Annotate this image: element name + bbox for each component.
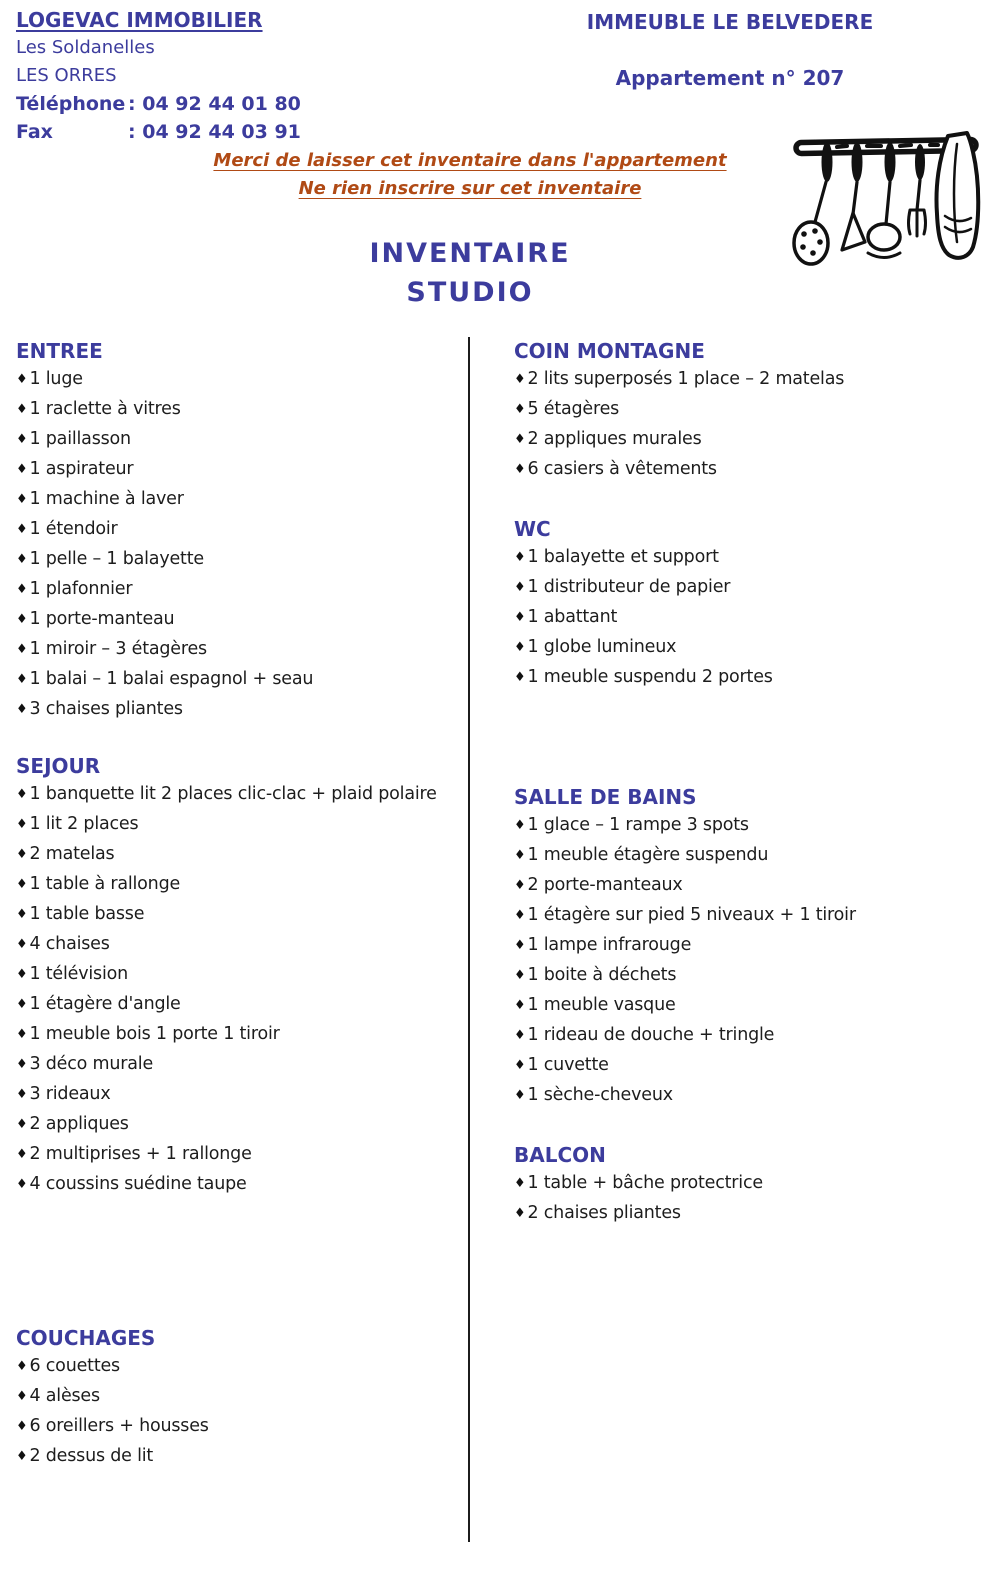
inventory-item xyxy=(16,840,464,870)
diamond-bullet-icon: ♦ xyxy=(514,550,526,565)
item-text: 1 télévision xyxy=(29,964,129,984)
diamond-bullet-icon: ♦ xyxy=(514,372,526,387)
diamond-bullet-icon: ♦ xyxy=(16,402,28,417)
section-couchages xyxy=(16,1324,464,1472)
item-text: 2 appliques murales xyxy=(527,429,702,449)
diamond-bullet-icon: ♦ xyxy=(16,1419,28,1434)
item-text: 1 balai – 1 balai espagnol + seau xyxy=(29,669,314,689)
diamond-bullet-icon: ♦ xyxy=(16,1359,28,1374)
item-list xyxy=(514,365,990,485)
inventory-item xyxy=(16,930,464,960)
inventory-item xyxy=(16,780,464,810)
fax-number: 04 92 44 03 91 xyxy=(142,121,301,143)
apartment-number: Appartement n° 207 xyxy=(615,66,845,90)
item-text: 1 étagère d'angle xyxy=(29,994,181,1014)
inventory-item xyxy=(16,695,464,725)
item-list xyxy=(16,780,464,1200)
diamond-bullet-icon: ♦ xyxy=(16,462,28,477)
inventory-item xyxy=(514,455,990,485)
item-text: 1 table + bâche protectrice xyxy=(527,1173,763,1193)
item-text: 1 table basse xyxy=(29,904,145,924)
diamond-bullet-icon: ♦ xyxy=(16,1117,28,1132)
diamond-bullet-icon: ♦ xyxy=(16,672,28,687)
section-title-sejour: SEJOUR xyxy=(16,754,101,778)
inventory-item xyxy=(514,871,990,901)
item-text: 1 rideau de douche + tringle xyxy=(527,1025,775,1045)
inventory-item xyxy=(514,901,990,931)
diamond-bullet-icon: ♦ xyxy=(16,522,28,537)
residence-name: Les Soldanelles xyxy=(16,37,155,58)
inventory-item xyxy=(16,665,464,695)
inventory-item xyxy=(514,573,990,603)
item-text: 2 multiprises + 1 rallonge xyxy=(29,1144,252,1164)
section-sejour xyxy=(16,752,464,1200)
item-text: 2 appliques xyxy=(29,1114,129,1134)
item-text: 6 oreillers + housses xyxy=(29,1416,209,1436)
diamond-bullet-icon: ♦ xyxy=(16,1449,28,1464)
item-text: 1 table à rallonge xyxy=(29,874,181,894)
diamond-bullet-icon: ♦ xyxy=(514,462,526,477)
inventory-item xyxy=(16,455,464,485)
inventory-item xyxy=(514,1051,990,1081)
inventory-item xyxy=(16,1442,464,1472)
inventory-item xyxy=(514,1199,990,1229)
diamond-bullet-icon: ♦ xyxy=(514,402,526,417)
diamond-bullet-icon: ♦ xyxy=(514,610,526,625)
diamond-bullet-icon: ♦ xyxy=(16,492,28,507)
item-text: 3 rideaux xyxy=(29,1084,111,1104)
fax-label: Fax xyxy=(16,121,53,143)
title-line-1: INVENTAIRE xyxy=(369,238,571,269)
item-text: 1 abattant xyxy=(527,607,618,627)
inventory-item xyxy=(16,635,464,665)
inventory-item xyxy=(16,960,464,990)
building-name: IMMEUBLE LE BELVEDERE xyxy=(586,10,874,34)
diamond-bullet-icon: ♦ xyxy=(16,1057,28,1072)
diamond-bullet-icon: ♦ xyxy=(16,937,28,952)
left-column xyxy=(16,337,464,1472)
inventory-item xyxy=(514,663,990,693)
item-text: 1 lampe infrarouge xyxy=(527,935,692,955)
item-text: 4 chaises xyxy=(29,934,110,954)
diamond-bullet-icon: ♦ xyxy=(514,640,526,655)
item-text: 1 balayette et support xyxy=(527,547,719,567)
diamond-bullet-icon: ♦ xyxy=(514,1058,526,1073)
section-entree xyxy=(16,337,464,725)
item-text: 1 miroir – 3 étagères xyxy=(29,639,207,659)
inventory-item xyxy=(16,395,464,425)
inventory-item xyxy=(16,545,464,575)
inventory-item xyxy=(514,1169,990,1199)
diamond-bullet-icon: ♦ xyxy=(514,1088,526,1103)
fax-line xyxy=(16,118,301,146)
item-text: 1 distributeur de papier xyxy=(527,577,731,597)
section-title-entree: ENTREE xyxy=(16,339,103,363)
notice-line-2: Ne rien inscrire sur cet inventaire xyxy=(298,178,642,199)
inventory-item xyxy=(16,990,464,1020)
item-list xyxy=(16,1352,464,1472)
item-text: 1 lit 2 places xyxy=(29,814,139,834)
item-text: 1 meuble suspendu 2 portes xyxy=(527,667,773,687)
diamond-bullet-icon: ♦ xyxy=(16,1177,28,1192)
inventory-item xyxy=(16,1352,464,1382)
inventory-item xyxy=(16,810,464,840)
inventory-item xyxy=(514,811,990,841)
inventory-item xyxy=(16,1110,464,1140)
inventory-item xyxy=(16,1080,464,1110)
diamond-bullet-icon: ♦ xyxy=(16,702,28,717)
column-divider xyxy=(468,337,470,1542)
inventory-item xyxy=(514,931,990,961)
inventory-item xyxy=(514,961,990,991)
diamond-bullet-icon: ♦ xyxy=(16,1147,28,1162)
phone-label: Téléphone xyxy=(16,93,126,115)
diamond-bullet-icon: ♦ xyxy=(514,432,526,447)
diamond-bullet-icon: ♦ xyxy=(514,818,526,833)
item-text: 1 porte-manteau xyxy=(29,609,175,629)
item-text: 4 alèses xyxy=(29,1386,100,1406)
section-title-wc: WC xyxy=(514,517,551,541)
diamond-bullet-icon: ♦ xyxy=(514,670,526,685)
item-text: 2 matelas xyxy=(29,844,115,864)
item-text: 1 globe lumineux xyxy=(527,637,677,657)
item-text: 1 glace – 1 rampe 3 spots xyxy=(527,815,749,835)
section-wc xyxy=(514,515,990,693)
section-title-couchages: COUCHAGES xyxy=(16,1326,156,1350)
item-text: 2 chaises pliantes xyxy=(527,1203,681,1223)
item-list xyxy=(514,811,990,1111)
section-title-balcon: BALCON xyxy=(514,1143,606,1167)
diamond-bullet-icon: ♦ xyxy=(514,878,526,893)
item-text: 1 raclette à vitres xyxy=(29,399,181,419)
inventory-item xyxy=(514,543,990,573)
inventory-item xyxy=(16,1020,464,1050)
section-title-coin-montagne: COIN MONTAGNE xyxy=(514,339,705,363)
diamond-bullet-icon: ♦ xyxy=(16,967,28,982)
diamond-bullet-icon: ♦ xyxy=(514,848,526,863)
item-text: 1 plafonnier xyxy=(29,579,133,599)
diamond-bullet-icon: ♦ xyxy=(16,372,28,387)
diamond-bullet-icon: ♦ xyxy=(16,1087,28,1102)
item-text: 4 coussins suédine taupe xyxy=(29,1174,247,1194)
inventory-item xyxy=(514,365,990,395)
item-text: 1 cuvette xyxy=(527,1055,609,1075)
document-title xyxy=(0,234,940,312)
diamond-bullet-icon: ♦ xyxy=(514,938,526,953)
inventory-item xyxy=(514,991,990,1021)
section-title-salle-de-bains: SALLE DE BAINS xyxy=(514,785,697,809)
diamond-bullet-icon: ♦ xyxy=(514,1206,526,1221)
inventory-item xyxy=(16,425,464,455)
item-text: 6 couettes xyxy=(29,1356,120,1376)
inventory-item xyxy=(514,1021,990,1051)
diamond-bullet-icon: ♦ xyxy=(514,998,526,1013)
inventory-item xyxy=(16,1050,464,1080)
item-text: 1 sèche-cheveux xyxy=(527,1085,673,1105)
diamond-bullet-icon: ♦ xyxy=(16,787,28,802)
notice-line-1: Merci de laisser cet inventaire dans l'appartement xyxy=(213,150,727,171)
agency-name: LOGEVAC IMMOBILIER xyxy=(16,8,263,32)
city-name: LES ORRES xyxy=(16,65,117,86)
inventory-item xyxy=(16,900,464,930)
item-text: 3 chaises pliantes xyxy=(29,699,183,719)
inventory-item xyxy=(16,1382,464,1412)
inventory-item xyxy=(16,1170,464,1200)
inventory-item xyxy=(16,575,464,605)
diamond-bullet-icon: ♦ xyxy=(514,968,526,983)
inventory-item xyxy=(514,841,990,871)
phone-number: 04 92 44 01 80 xyxy=(142,93,301,115)
inventory-item xyxy=(16,870,464,900)
phone-sep: : xyxy=(128,93,136,115)
item-text: 3 déco murale xyxy=(29,1054,154,1074)
inventory-item xyxy=(514,425,990,455)
inventory-item xyxy=(16,1140,464,1170)
diamond-bullet-icon: ♦ xyxy=(16,642,28,657)
diamond-bullet-icon: ♦ xyxy=(16,1027,28,1042)
item-text: 1 meuble étagère suspendu xyxy=(527,845,769,865)
diamond-bullet-icon: ♦ xyxy=(16,997,28,1012)
item-text: 5 étagères xyxy=(527,399,620,419)
inventory-item xyxy=(16,515,464,545)
item-text: 1 meuble vasque xyxy=(527,995,676,1015)
diamond-bullet-icon: ♦ xyxy=(514,580,526,595)
inventory-item xyxy=(16,485,464,515)
item-text: 2 porte-manteaux xyxy=(527,875,683,895)
item-text: 1 paillasson xyxy=(29,429,131,449)
fax-sep: : xyxy=(128,121,136,143)
phone-line xyxy=(16,90,301,118)
section-balcon xyxy=(514,1141,990,1229)
item-list xyxy=(514,543,990,693)
item-list xyxy=(514,1169,990,1229)
inventory-item xyxy=(514,395,990,425)
diamond-bullet-icon: ♦ xyxy=(514,1176,526,1191)
item-text: 1 étendoir xyxy=(29,519,118,539)
diamond-bullet-icon: ♦ xyxy=(16,817,28,832)
diamond-bullet-icon: ♦ xyxy=(16,847,28,862)
inventory-item xyxy=(514,603,990,633)
diamond-bullet-icon: ♦ xyxy=(16,432,28,447)
inventory-item xyxy=(514,1081,990,1111)
diamond-bullet-icon: ♦ xyxy=(16,1389,28,1404)
item-list xyxy=(16,365,464,725)
section-coin-montagne xyxy=(514,337,990,485)
item-text: 1 étagère sur pied 5 niveaux + 1 tiroir xyxy=(527,905,856,925)
inventory-item xyxy=(514,633,990,663)
item-text: 2 lits superposés 1 place – 2 matelas xyxy=(527,369,845,389)
item-text: 6 casiers à vêtements xyxy=(527,459,717,479)
agency-header xyxy=(16,6,301,146)
inventory-item xyxy=(16,1412,464,1442)
diamond-bullet-icon: ♦ xyxy=(16,552,28,567)
item-text: 1 aspirateur xyxy=(29,459,134,479)
diamond-bullet-icon: ♦ xyxy=(514,908,526,923)
item-text: 1 luge xyxy=(29,369,83,389)
item-text: 1 boite à déchets xyxy=(527,965,677,985)
inventory-item xyxy=(16,605,464,635)
item-text: 1 pelle – 1 balayette xyxy=(29,549,204,569)
diamond-bullet-icon: ♦ xyxy=(514,1028,526,1043)
right-column xyxy=(514,337,990,1229)
diamond-bullet-icon: ♦ xyxy=(16,582,28,597)
item-text: 1 machine à laver xyxy=(29,489,184,509)
diamond-bullet-icon: ♦ xyxy=(16,907,28,922)
section-salle-de-bains xyxy=(514,783,990,1111)
title-line-2: STUDIO xyxy=(406,277,534,308)
item-text: 2 dessus de lit xyxy=(29,1446,154,1466)
diamond-bullet-icon: ♦ xyxy=(16,877,28,892)
item-text: 1 meuble bois 1 porte 1 tiroir xyxy=(29,1024,280,1044)
diamond-bullet-icon: ♦ xyxy=(16,612,28,627)
building-header xyxy=(520,8,940,92)
inventory-item xyxy=(16,365,464,395)
item-text: 1 banquette lit 2 places clic-clac + plaid polaire xyxy=(29,784,437,804)
